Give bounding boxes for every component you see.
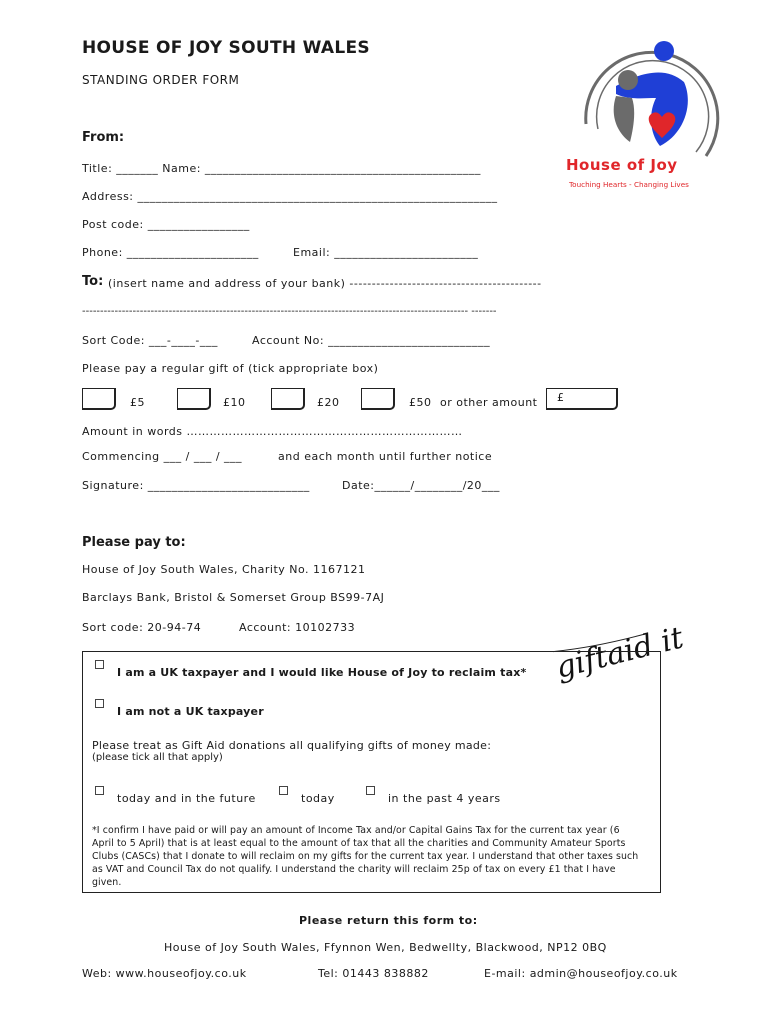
other-amount-input[interactable]: £ <box>546 388 618 410</box>
telephone: Tel: 01443 838882 <box>318 967 429 980</box>
uk-taxpayer-label: I am a UK taxpayer and I would like House of Joy to reclaim tax* <box>117 666 527 679</box>
pay-sort-code: Sort code: 20-94-74 <box>82 621 202 634</box>
future-label: today and in the future <box>117 792 256 805</box>
return-heading: Please return this form to: <box>299 914 478 927</box>
today-checkbox[interactable] <box>279 786 288 795</box>
house-of-joy-logo <box>556 14 736 194</box>
from-heading: From: <box>82 130 125 145</box>
past-4-years-checkbox[interactable] <box>366 786 375 795</box>
sort-code-field[interactable]: Sort Code: ___-____-___ <box>82 334 218 347</box>
tick-box-10[interactable] <box>177 388 211 410</box>
option-50-label: £50 <box>409 396 432 409</box>
amount-in-words-field[interactable]: Amount in words ……………………………………………………………… <box>82 425 463 438</box>
option-20-label: £20 <box>317 396 340 409</box>
gift-aid-treat-line: Please treat as Gift Aid donations all qualifying gifts of money made: <box>92 739 492 752</box>
page-title: HOUSE OF JOY SOUTH WALES <box>82 38 370 58</box>
address-field[interactable]: Address: ____________________________________________________________ <box>82 190 498 203</box>
continuation-text: and each month until further notice <box>278 450 493 463</box>
website: Web: www.houseofjoy.co.uk <box>82 967 247 980</box>
option-5-label: £5 <box>130 396 145 409</box>
postcode-field[interactable]: Post code: _________________ <box>82 218 250 231</box>
return-address: House of Joy South Wales, Ffynnon Wen, Bedwellty, Blackwood, NP12 0BQ <box>164 941 607 954</box>
not-uk-taxpayer-label: I am not a UK taxpayer <box>117 705 264 718</box>
email-field[interactable]: Email: ________________________ <box>293 246 479 259</box>
date-field[interactable]: Date:______/________/20___ <box>342 479 500 492</box>
tick-box-50[interactable] <box>361 388 395 410</box>
gift-aid-declaration: *I confirm I have paid or will pay an amount of Income Tax and/or Capital Gains Tax for the current tax year (6 April to 5 April) that is at least equal to the amount of tax that all the charities and Community Amateur Sports Clubs (CASCs) that I donate to will reclaim on my gifts for the current tax year. I understand that other taxes such as VAT and Council Tax do not qualify. I understand the charity will reclaim 25p of tax on every £1 that I have given. <box>92 825 639 888</box>
charity-details: House of Joy South Wales, Charity No. 1167121 <box>82 563 366 576</box>
commencing-date-field[interactable]: Commencing ___ / ___ / ___ <box>82 450 243 463</box>
gift-prompt: Please pay a regular gift of (tick appropriate box) <box>82 362 379 375</box>
bank-address-line[interactable]: ----------------------------------------------------------------------------------------------------------- ------- <box>82 306 497 317</box>
option-10-label: £10 <box>223 396 246 409</box>
contact-email: E-mail: admin@houseofjoy.co.uk <box>484 967 678 980</box>
bank-details: Barclays Bank, Bristol & Somerset Group BS99-7AJ <box>82 591 385 604</box>
form-subtitle: STANDING ORDER FORM <box>82 73 240 87</box>
tick-box-20[interactable] <box>271 388 305 410</box>
logo-name: House of Joy <box>566 156 678 174</box>
gift-aid-text: giftaid it <box>553 620 687 686</box>
other-amount-label: or other amount <box>440 396 538 409</box>
to-heading: To: <box>82 274 104 289</box>
future-checkbox[interactable] <box>95 786 104 795</box>
past-4-years-label: in the past 4 years <box>388 792 501 805</box>
logo-tagline: Touching Hearts - Changing Lives <box>569 180 689 189</box>
not-uk-taxpayer-checkbox[interactable] <box>95 699 104 708</box>
pay-account: Account: 10102733 <box>239 621 356 634</box>
phone-field[interactable]: Phone: ______________________ <box>82 246 259 259</box>
title-name-field[interactable]: Title: _______ Name: ______________________________________________ <box>82 162 481 175</box>
bank-instruction[interactable]: (insert name and address of your bank) ------------------------------------------- <box>108 277 542 290</box>
tick-all-note: (please tick all that apply) <box>92 752 223 763</box>
pay-to-heading: Please pay to: <box>82 535 186 550</box>
uk-taxpayer-checkbox[interactable] <box>95 660 104 669</box>
account-number-field[interactable]: Account No: ___________________________ <box>252 334 491 347</box>
tick-box-5[interactable] <box>82 388 116 410</box>
signature-field[interactable]: Signature: ___________________________ <box>82 479 310 492</box>
today-label: today <box>301 792 335 805</box>
